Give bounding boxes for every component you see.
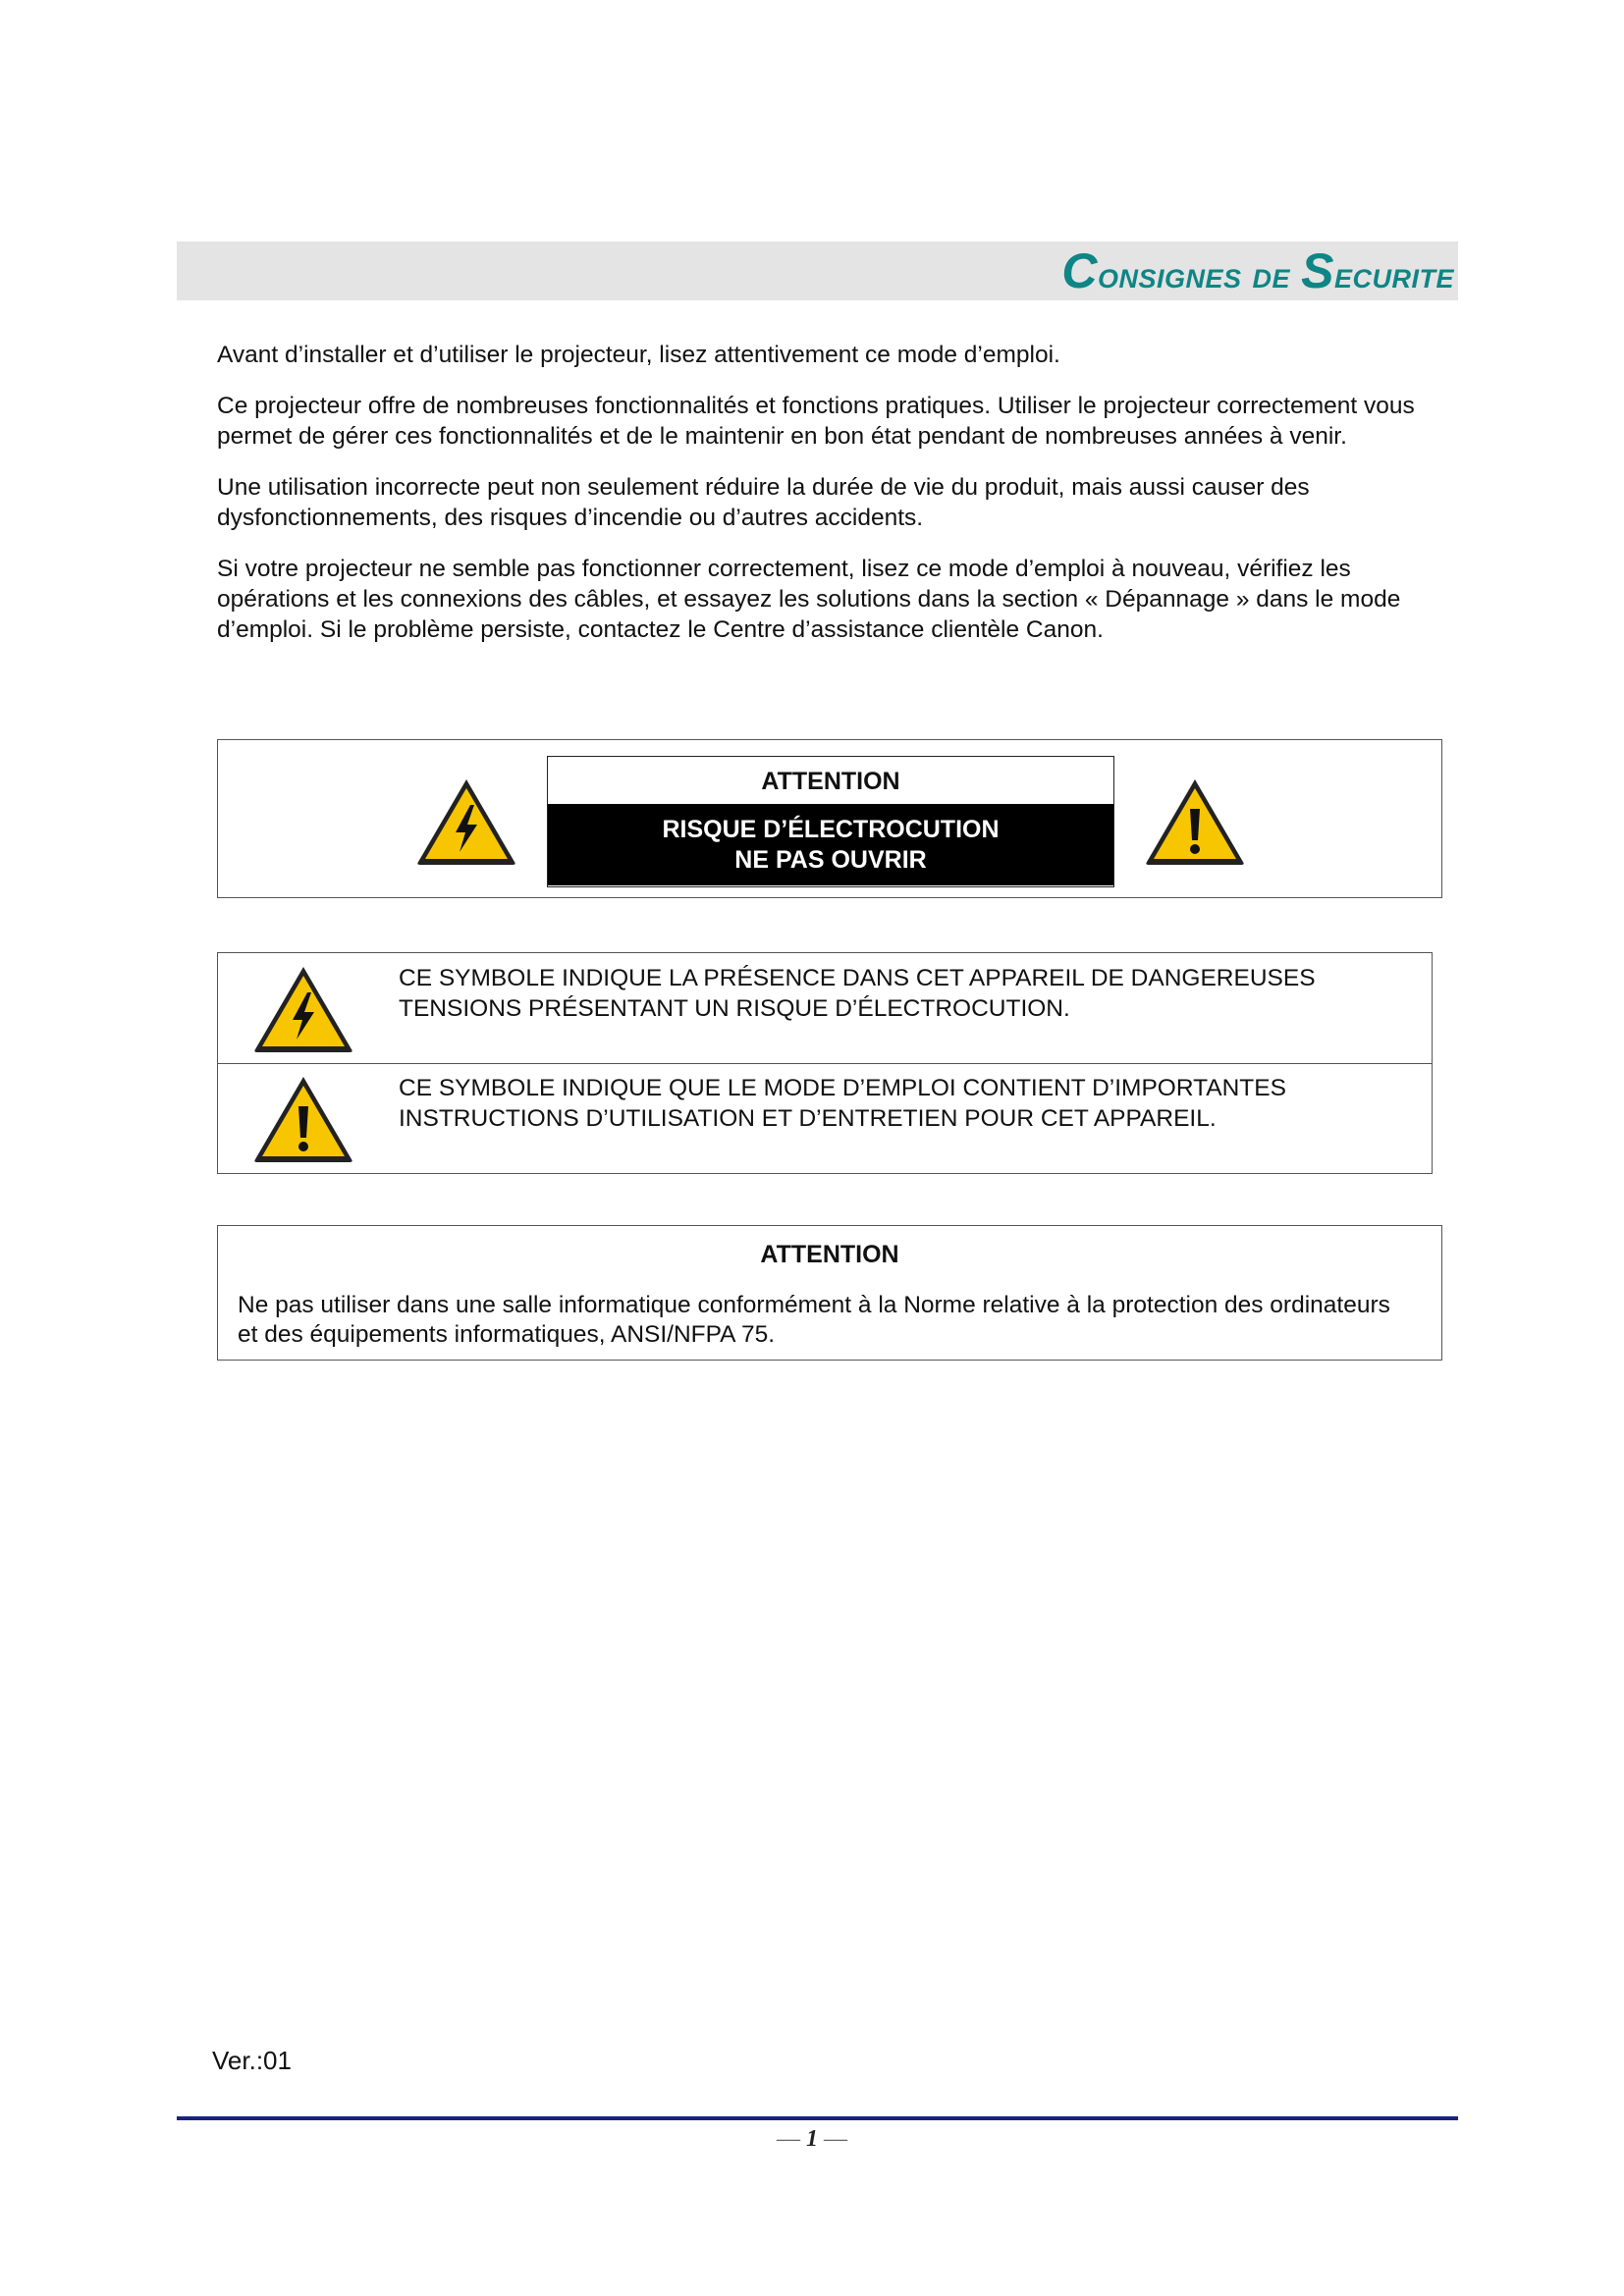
- intro-paragraph: Une utilisation incorrecte peut non seulement réduire la durée de vie du produit, mais aussi causer des dysfonctionnements, des risques d’incendie ou d’autres accidents.: [217, 474, 1310, 531]
- symbol-description: CE SYMBOLE INDIQUE QUE LE MODE D’EMPLOI CONTIENT D’IMPORTANTES INSTRUCTIONS D’UTILISATION ET D’ENTRETIEN POUR CET APPAREIL.: [399, 1075, 1286, 1132]
- caution-heading: ATTENTION: [548, 757, 1113, 804]
- symbol-row-exclamation: [218, 1063, 1432, 1173]
- page-number-value: 1: [806, 2126, 818, 2152]
- footer-divider: [177, 2116, 1458, 2120]
- symbols-explanation-table: [217, 952, 1433, 1174]
- caution-label-box: [217, 739, 1442, 898]
- caution-line-1: RISQUE D’ÉLECTROCUTION: [662, 816, 1000, 843]
- attention-body: Ne pas utiliser dans une salle informatique conformément à la Norme relative à la protection des ordinateurs et des équipements informatiques, ANSI/NFPA 75.: [238, 1292, 1390, 1348]
- attention-notice-box: [217, 1225, 1442, 1361]
- symbol-row-lightning: [218, 953, 1432, 1064]
- header-bar: [177, 241, 1458, 300]
- page-number-dash-right: —: [824, 2126, 847, 2152]
- title-initial: C: [1061, 243, 1098, 298]
- intro-text: [217, 340, 1454, 666]
- title-initial-2: S: [1301, 243, 1334, 298]
- exclamation-warning-icon: [1143, 775, 1247, 868]
- caution-line-2: NE PAS OUVRIR: [734, 846, 927, 874]
- attention-heading: ATTENTION: [760, 1241, 899, 1268]
- intro-paragraph: Avant d’installer et d’utiliser le projecteur, lisez attentivement ce mode d’emploi.: [217, 342, 1060, 368]
- caution-sticker: [547, 756, 1114, 887]
- version-label: Ver.:01: [212, 2046, 292, 2075]
- intro-paragraph: Si votre projecteur ne semble pas fonctionner correctement, lisez ce mode d’emploi à nouveau, vérifiez les opérations et les connexions des câbles, et essayez les solutions dans la section « Dépannage » dans le mode d’emploi. Si le problème persiste, contactez le Centre d’assistance clientèle Canon.: [217, 556, 1401, 643]
- lightning-warning-icon: [251, 963, 355, 1055]
- title-word-1: onsignes de: [1097, 255, 1302, 296]
- page-number-dash-left: —: [777, 2126, 800, 2152]
- title-word-2: ecurite: [1333, 255, 1454, 296]
- lightning-warning-icon: [414, 775, 518, 868]
- symbol-description: CE SYMBOLE INDIQUE LA PRÉSENCE DANS CET APPAREIL DE DANGEREUSES TENSIONS PRÉSENTANT UN RISQUE D’ÉLECTROCUTION.: [399, 965, 1316, 1022]
- exclamation-warning-icon: [251, 1073, 355, 1165]
- intro-paragraph: Ce projecteur offre de nombreuses fonctionnalités et fonctions pratiques. Utiliser le projecteur correctement vous permet de gérer ces fonctionnalités et de le maintenir en bon état pendant de nombreuses années à venir.: [217, 393, 1415, 450]
- page-title: [1061, 245, 1454, 301]
- page-number: [0, 2124, 1624, 2154]
- caution-warning-text: [548, 804, 1113, 885]
